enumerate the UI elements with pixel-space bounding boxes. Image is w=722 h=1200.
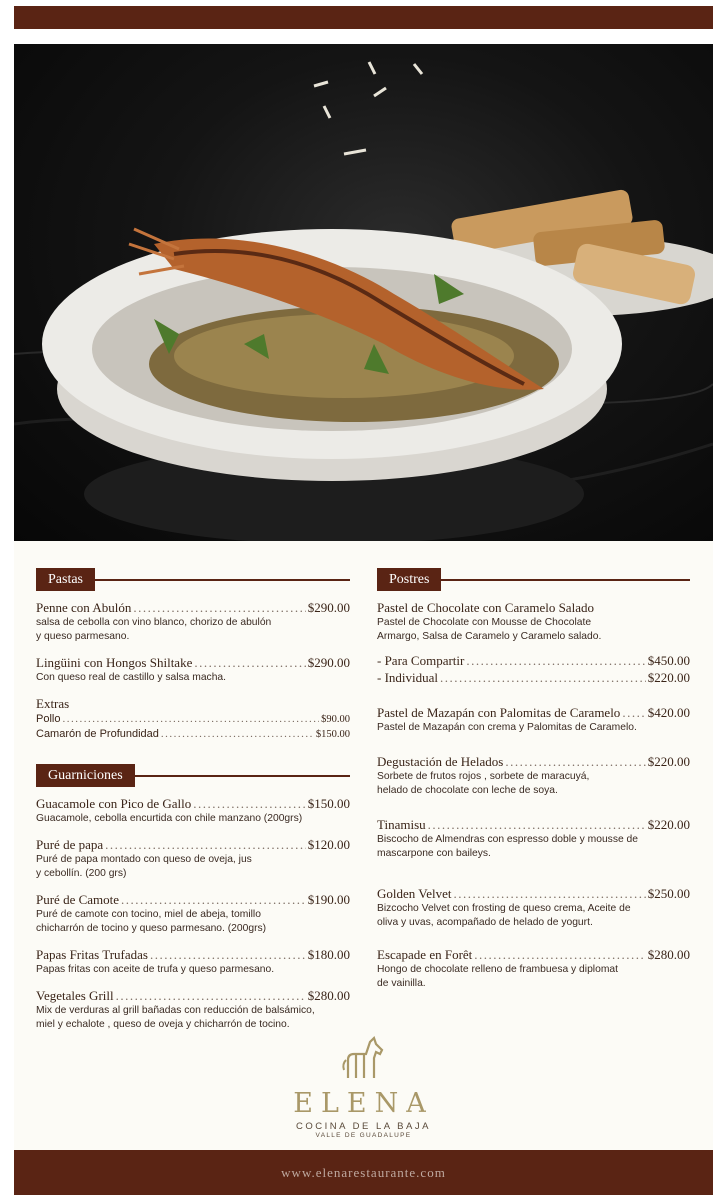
item-desc: Con queso real de castillo y salsa macha.	[36, 672, 227, 683]
option-price: $220.00	[647, 670, 690, 685]
item-desc: Guacamole, cebolla encurtida con chile manzano (200grs)	[36, 813, 303, 824]
menu-item	[377, 885, 690, 930]
option-price: $450.00	[647, 653, 690, 668]
item-price: $420.00	[647, 705, 690, 720]
item-desc: chicharrón de tocino y queso parmesano. (200grs)	[36, 923, 267, 934]
item-price: $220.00	[647, 817, 690, 832]
pastas-header	[36, 568, 350, 591]
item-desc: de vainilla.	[377, 978, 426, 989]
extra-name: Pollo	[36, 713, 61, 725]
item-price: $290.00	[307, 600, 350, 615]
section-rule	[441, 579, 690, 581]
item-price: $150.00	[307, 796, 350, 811]
logo-wordmark: ELENA	[293, 1088, 434, 1119]
item-price: $280.00	[647, 947, 690, 962]
extra-name: Camarón de Profundidad	[36, 728, 159, 740]
item-desc: oliva y uvas, acompañado de helado de yogurt.	[377, 917, 593, 928]
extras-block	[36, 695, 350, 742]
menu-item	[36, 599, 350, 644]
option-name: - Para Compartir	[377, 653, 465, 668]
extra-price: $150.00	[315, 729, 350, 740]
dish-photo	[14, 44, 713, 541]
item-desc: Sorbete de frutos rojos , sorbete de maracuyá,	[377, 771, 590, 782]
item-name: Tinamisu	[377, 817, 426, 832]
item-price: $190.00	[307, 892, 350, 907]
menu-item	[377, 599, 690, 686]
guarniciones-header	[36, 764, 350, 787]
item-desc: Puré de papa montado con queso de oveja, jus	[36, 854, 252, 865]
item-name: Degustación de Helados	[377, 754, 504, 769]
extras-label: Extras	[36, 696, 70, 711]
menu-page	[14, 44, 713, 1195]
item-price: $280.00	[307, 988, 350, 1003]
menu-item	[36, 946, 350, 977]
item-desc: salsa de cebolla con vino blanco, chorizo de abulón	[36, 617, 272, 628]
item-price: $250.00	[647, 886, 690, 901]
item-name: Vegetales Grill	[36, 988, 114, 1003]
item-price: $180.00	[307, 947, 350, 962]
logo-location: VALLE DE GUADALUPE	[315, 1132, 412, 1139]
item-desc: Bizcocho Velvet con frosting de queso crema, Aceite de	[377, 903, 631, 914]
item-desc: Armargo, Salsa de Caramelo y Caramelo salado.	[377, 631, 602, 642]
menu-item	[36, 891, 350, 936]
item-name: Golden Velvet	[377, 886, 452, 901]
item-desc: y cebollín. (200 grs)	[36, 868, 127, 879]
item-name: Escapade en Forêt	[377, 947, 473, 962]
section-rule	[135, 775, 350, 777]
menu-item	[36, 654, 350, 685]
item-desc: y queso parmesano.	[36, 631, 130, 642]
item-desc: Mix de verduras al grill bañadas con reducción de balsámico,	[36, 1005, 315, 1016]
pastas-title: Pastas	[36, 568, 95, 591]
left-column	[36, 568, 350, 1042]
menu-item	[36, 987, 350, 1032]
horse-icon	[340, 1034, 388, 1080]
logo-tagline: COCINA DE LA BAJA	[296, 1121, 431, 1132]
item-name: Lingüini con Hongos Shiltake	[36, 655, 193, 670]
menu-item	[377, 816, 690, 861]
item-name: Guacamole con Pico de Gallo	[36, 796, 192, 811]
guarniciones-title: Guarniciones	[36, 764, 135, 787]
postres-title: Postres	[377, 568, 441, 591]
menu-item	[377, 704, 690, 735]
item-name: Pastel de Chocolate con Caramelo Salado	[377, 600, 594, 615]
section-rule	[95, 579, 350, 581]
item-name: Penne con Abulón	[36, 600, 132, 615]
item-desc: Pastel de Mazapán con crema y Palomitas de Caramelo.	[377, 722, 637, 733]
item-name: Puré de papa	[36, 837, 104, 852]
item-price: $120.00	[307, 837, 350, 852]
top-banner	[14, 6, 713, 29]
item-price: $290.00	[307, 655, 350, 670]
postres-header	[377, 568, 690, 591]
item-price: $220.00	[647, 754, 690, 769]
item-desc: Pastel de Chocolate con Mousse de Chocolate	[377, 617, 592, 628]
menu-item	[377, 946, 690, 991]
item-name: Papas Fritas Trufadas	[36, 947, 148, 962]
item-desc: Biscocho de Almendras con espresso doble y mousse de	[377, 834, 639, 845]
item-desc: Puré de camote con tocino, miel de abeja, tomillo	[36, 909, 261, 920]
option-name: - Individual	[377, 670, 439, 685]
item-desc: mascarpone con baileys.	[377, 848, 491, 859]
menu-item	[36, 795, 350, 826]
restaurant-logo	[14, 1034, 713, 1139]
extra-price: $90.00	[321, 714, 350, 725]
item-name: Pastel de Mazapán con Palomitas de Caramelo	[377, 705, 621, 720]
right-column	[377, 568, 690, 1001]
item-name: Puré de Camote	[36, 892, 120, 907]
menu-item	[377, 753, 690, 798]
item-desc: Hongo de chocolate relleno de frambuesa y diplomat	[377, 964, 618, 975]
item-desc: helado de chocolate con leche de soya.	[377, 785, 558, 796]
website-url[interactable]: www.elenarestaurante.com	[281, 1165, 446, 1180]
menu-item	[36, 836, 350, 881]
item-desc: Papas fritas con aceite de trufa y queso parmesano.	[36, 964, 275, 975]
item-desc: miel y echalote , queso de oveja y chicharrón de tocino.	[36, 1019, 290, 1030]
footer-bar	[14, 1150, 713, 1195]
